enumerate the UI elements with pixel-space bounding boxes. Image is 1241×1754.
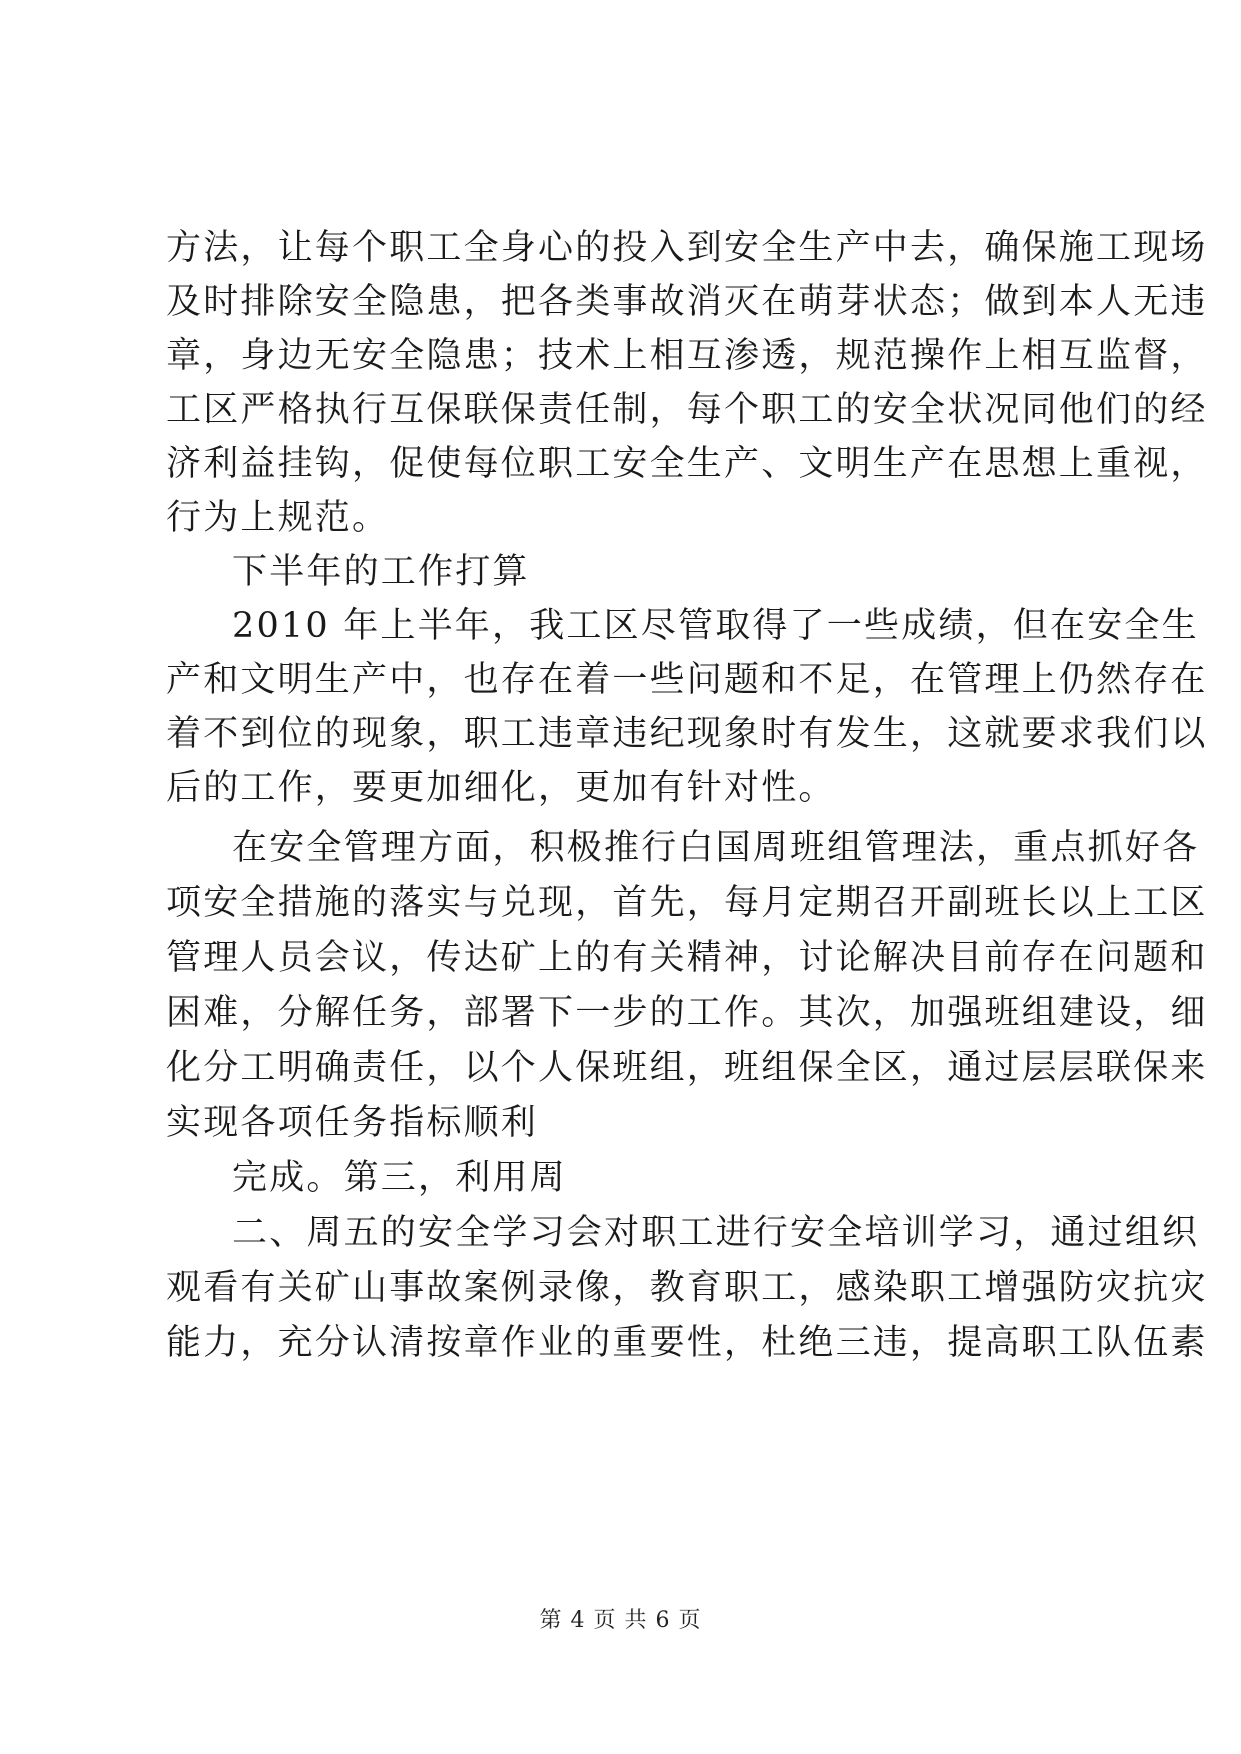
page-number-footer: 第 4 页 共 6 页 xyxy=(539,1608,702,1633)
text-line: 行为上规范。 xyxy=(166,498,390,538)
text-line: 困难，分解任务，部署下一步的工作。其次，加强班组建设，细 xyxy=(166,993,1208,1033)
text-line: 方法，让每个职工全身心的投入到安全生产中去，确保施工现场 xyxy=(166,228,1208,268)
text-line: 2010 年上半年，我工区尽管取得了一些成绩，但在安全生 xyxy=(232,606,1199,646)
text-line: 二、周五的安全学习会对职工进行安全培训学习，通过组织 xyxy=(232,1213,1200,1253)
text-line: 工区严格执行互保联保责任制，每个职工的安全状况同他们的经 xyxy=(166,390,1208,430)
text-line: 完成。第三，利用周 xyxy=(232,1158,567,1198)
text-line: 在安全管理方面，积极推行白国周班组管理法，重点抓好各 xyxy=(232,828,1200,868)
text-line: 章，身边无安全隐患；技术上相互渗透，规范操作上相互监督， xyxy=(166,336,1208,376)
text-line: 能力，充分认清按章作业的重要性，杜绝三违，提高职工队伍素 xyxy=(166,1323,1208,1363)
text-line: 产和文明生产中，也存在着一些问题和不足，在管理上仍然存在 xyxy=(166,660,1208,700)
text-line: 管理人员会议，传达矿上的有关精神，讨论解决目前存在问题和 xyxy=(166,938,1208,978)
text-line: 观看有关矿山事故案例录像，教育职工，感染职工增强防灾抗灾 xyxy=(166,1268,1208,1308)
text-line: 化分工明确责任，以个人保班组，班组保全区，通过层层联保来 xyxy=(166,1048,1208,1088)
text-line: 着不到位的现象，职工违章违纪现象时有发生，这就要求我们以 xyxy=(166,714,1208,754)
text-line: 济利益挂钩，促使每位职工安全生产、文明生产在思想上重视， xyxy=(166,444,1208,484)
text-line: 项安全措施的落实与兑现，首先，每月定期召开副班长以上工区 xyxy=(166,883,1208,923)
text-line: 实现各项任务指标顺利 xyxy=(166,1103,539,1143)
section-heading: 下半年的工作打算 xyxy=(232,552,530,592)
text-line: 后的工作，要更加细化，更加有针对性。 xyxy=(166,768,836,808)
text-line: 及时排除安全隐患，把各类事故消灭在萌芽状态；做到本人无违 xyxy=(166,282,1208,322)
